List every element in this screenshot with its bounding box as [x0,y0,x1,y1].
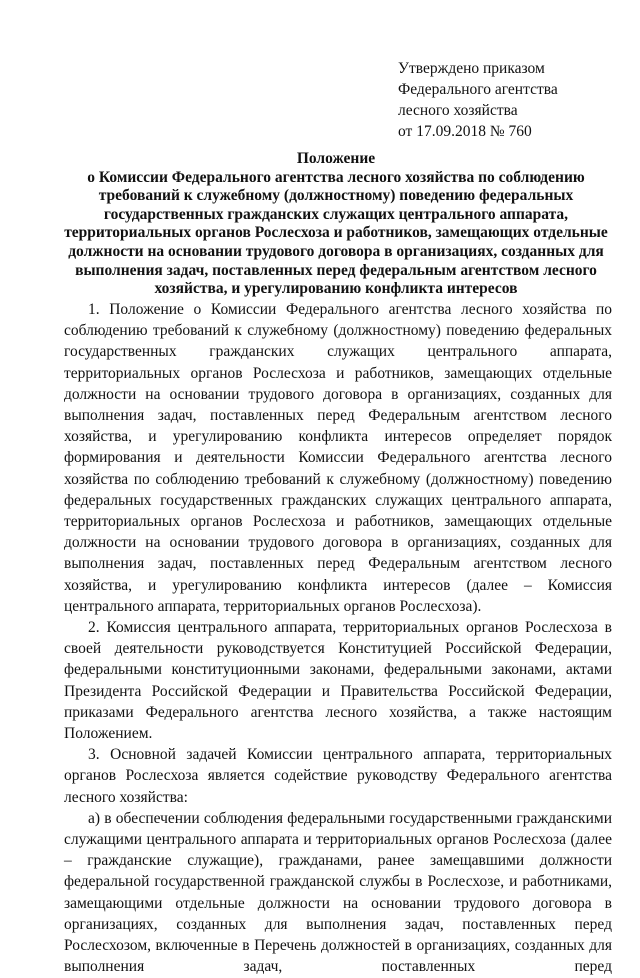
document-body [64,299,612,978]
paragraph-3: 3. Основной задачей Комиссии центрального аппарата, территориальных органов Рослесхоза является содействие руководству Федерального агентства лесного хозяйства: [64,746,612,806]
title-line: должности на основании трудового договора в организациях, созданных для [68,242,604,260]
paragraph-1: 1. Положение о Комиссии Федерального агентства лесного хозяйства по соблюдению требований к служебному (должностному) поведению федеральных государственных гражданских служащих центрального аппарата, территориальных органов Рослесхоза и работников, замещающих отдельные должности на основании трудового договора в организациях, созданных для выполнения задач, поставленных перед Федеральным агентством лесного хозяйства, и урегулированию конфликта интересов определяет порядок формирования и деятельности Комиссии Федерального агентства лесного хозяйства по соблюдению требований к служебному (должностному) поведению федеральных государственных гражданских служащих центрального аппарата, территориальных органов Рослесхоза и работников, замещающих отдельные должности на основании трудового договора в организациях, созданных для выполнения задач, поставленных перед Федеральным агентством лесного хозяйства, и урегулированию конфликта интересов (далее – Комиссия центрального аппарата, территориальных органов Рослесхоза). [64,301,612,615]
approval-line: Утверждено приказом [398,60,545,77]
title-line: государственных гражданских служащих центрального аппарата, [103,205,569,223]
approval-order-number: от 17.09.2018 № 760 [398,123,532,140]
document-title [56,150,616,299]
approval-line: Федерального агентства [398,81,558,98]
title-heading: Положение [296,150,376,167]
title-line: территориальных органов Рослесхоза и работников, замещающих отдельные [64,224,608,242]
title-line: выполнения задач, поставленных перед федеральным агентством лесного [75,261,597,279]
approval-stamp [398,58,558,142]
title-line: о Комиссии Федерального агентства лесного хозяйства по соблюдению [87,168,585,186]
approval-line: лесного хозяйства [398,102,518,119]
paragraph-3a: а) в обеспечении соблюдения федеральными государственными гражданскими служащими центрального аппарата и территориальных органов Рослесхоза (далее – гражданские служащие), гражданами, ранее замещавшими должности федеральной государственной гражданской службы в Рослесхозе, и работниками, замещающими отдельные должности на основании трудового договора в организациях, созданных для выполнения задач, поставленных перед Рослесхозом, включенные в Перечень должностей в организациях, созданных для выполнения задач, поставленных перед [64,809,612,976]
title-line: хозяйства, и урегулированию конфликта интересов [154,280,518,298]
title-line: требований к служебному (должностному) поведению федеральных [98,187,574,205]
paragraph-2: 2. Комиссия центрального аппарата, территориальных органов Рослесхоза в своей деятельности руководствуется Конституцией Российской Федерации, федеральными конституционными законами, федеральными законами, актами Президента Российской Федерации и Правительства Российской Федерации, приказами Федерального агентства лесного хозяйства, а также настоящим Положением. [64,619,612,743]
